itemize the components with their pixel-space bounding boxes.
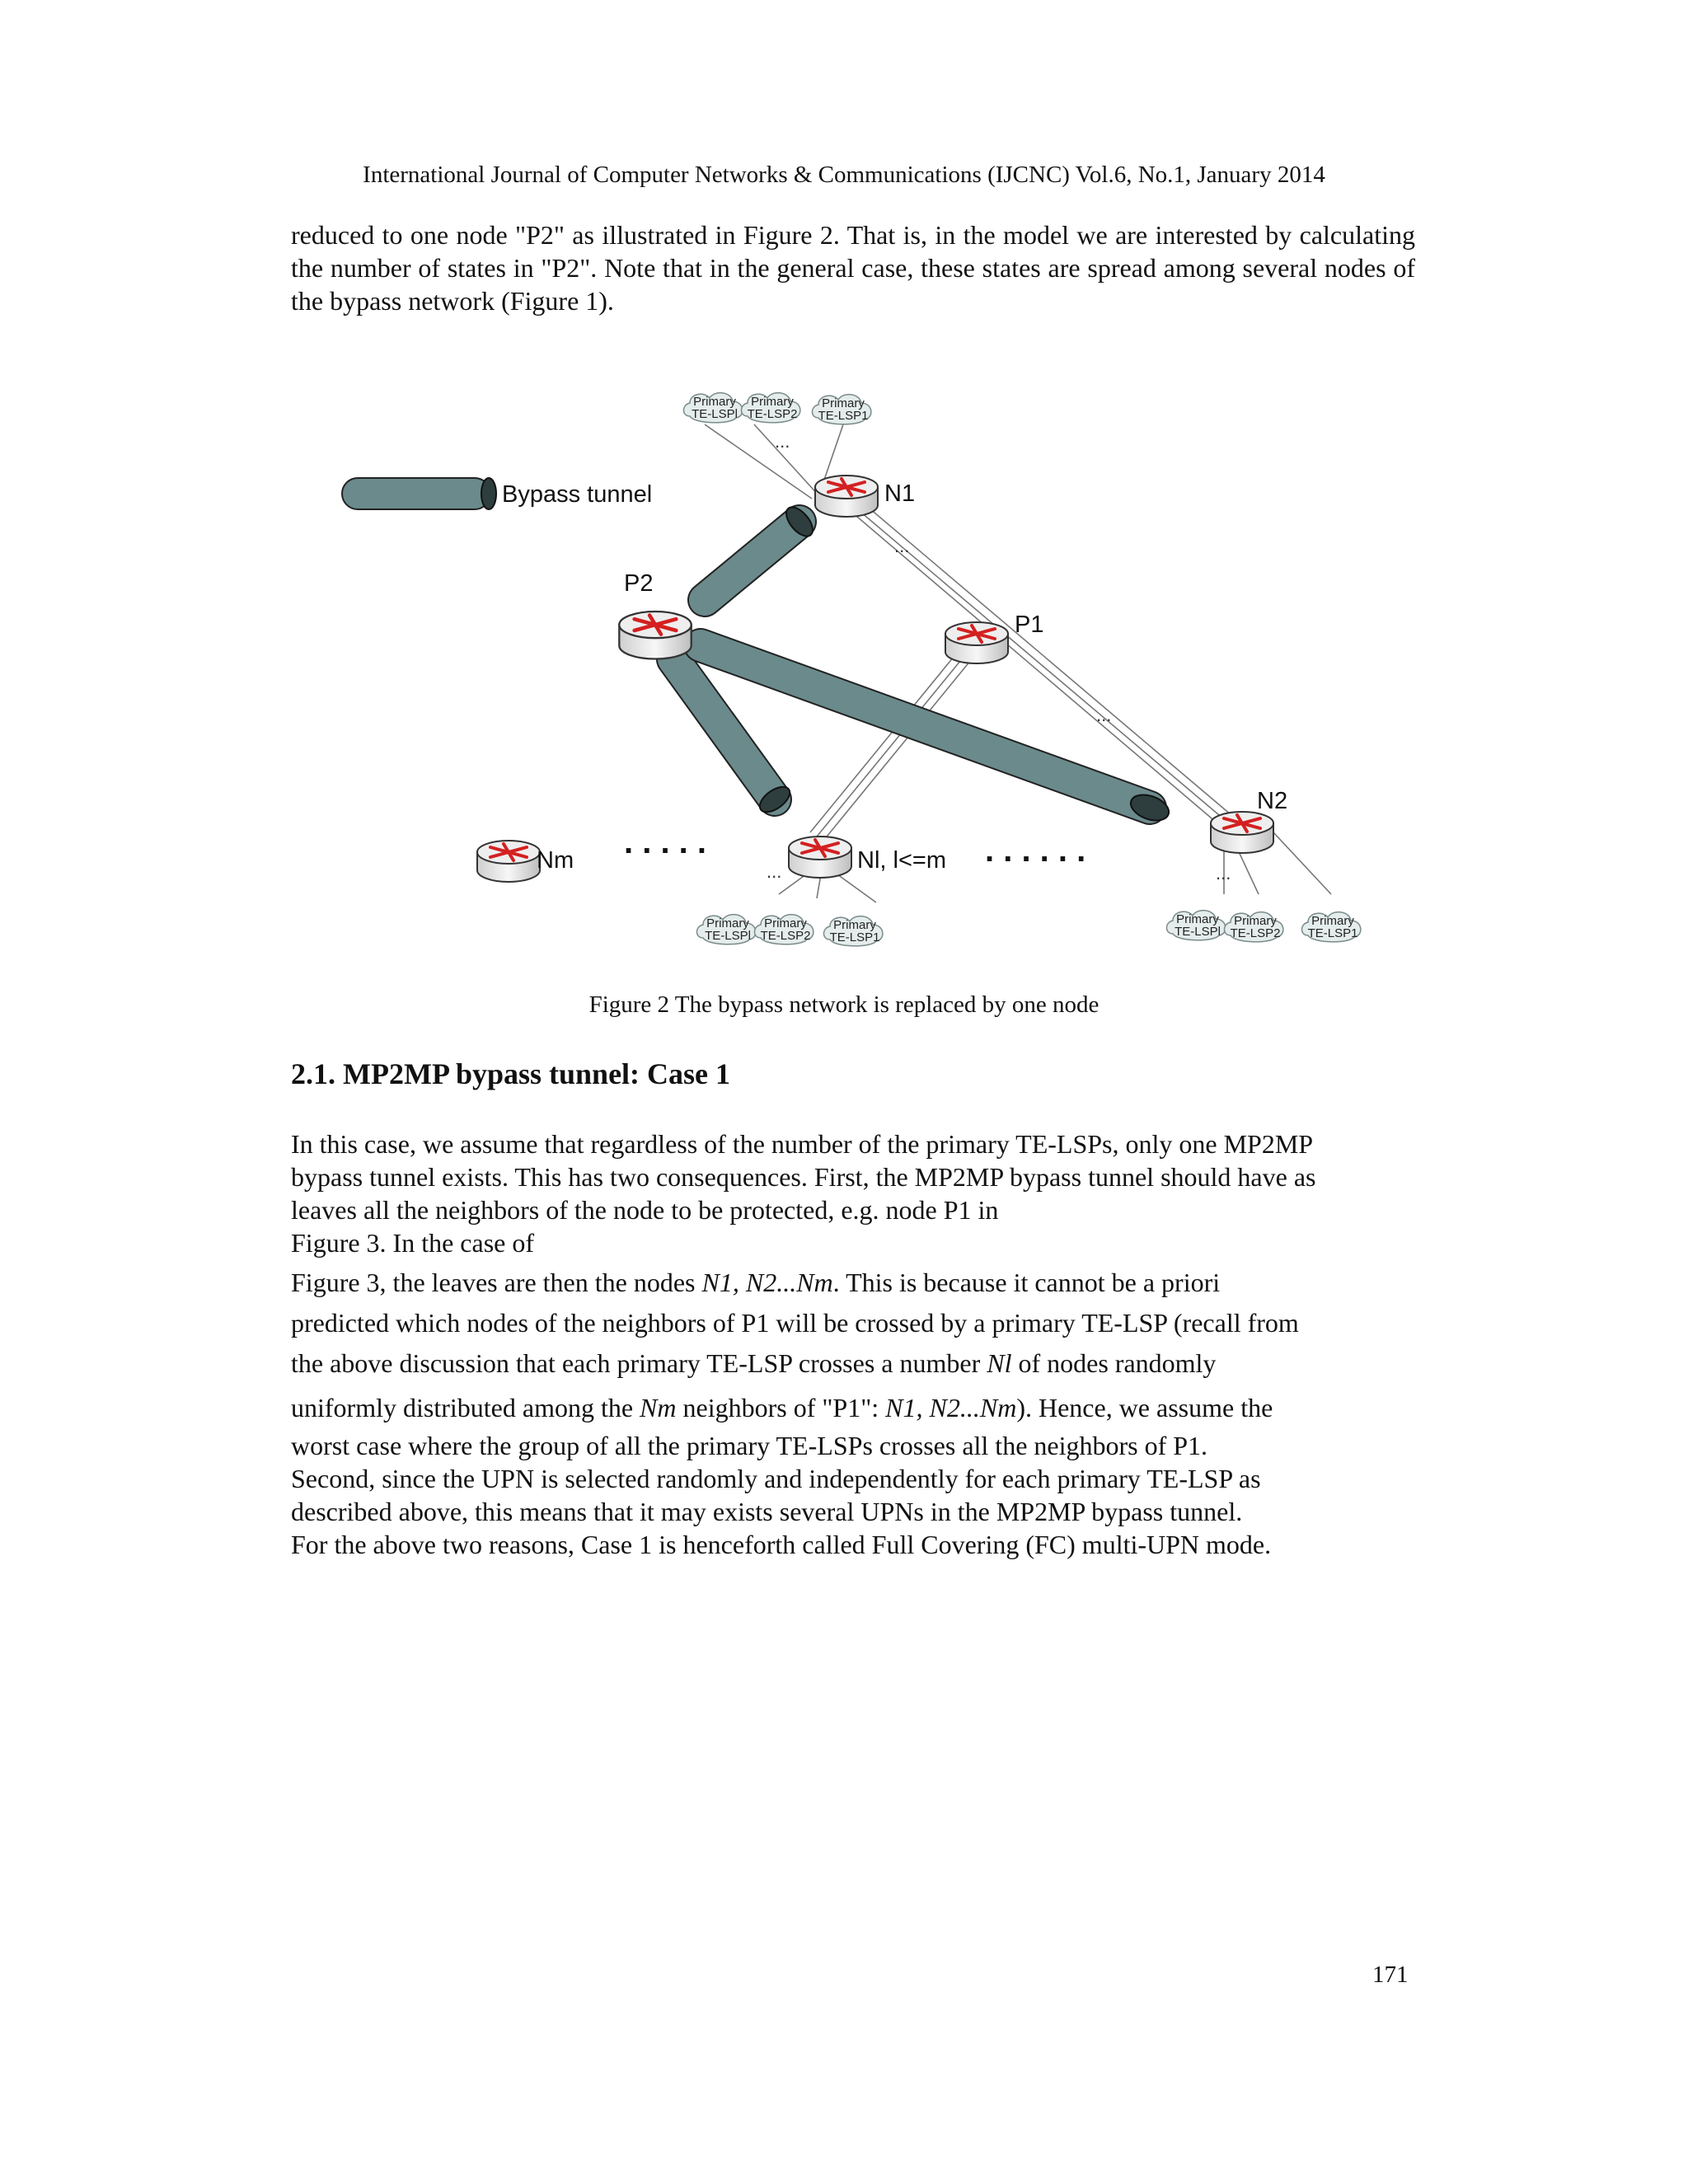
cloud-label: Primary TE-LSPl — [692, 395, 738, 421]
legend-label: Bypass tunnel — [502, 481, 653, 508]
text-line: leaves all the neighbors of the node to be protected, e.g. node P1 in — [291, 1195, 999, 1225]
cloud-label: Primary TE-LSP2 — [747, 395, 798, 421]
cloud-bottom-mid-2 — [755, 915, 814, 944]
math-expression: N1, N2...Nm — [885, 1393, 1017, 1422]
cloud-bottom-right-2 — [1225, 912, 1283, 942]
text-fragment: neighbors of "P1": — [682, 1393, 879, 1422]
cloud-label: Primary TE-LSP2 — [1230, 914, 1281, 940]
ellipsis-top: ... — [775, 431, 790, 452]
tunnel-p2-n1 — [705, 503, 818, 600]
ellipsis-n1-p1: ... — [894, 536, 910, 556]
math-expression: N1, N2...Nm — [701, 1268, 833, 1297]
text-line: described above, this means that it may exists several UPNs in the MP2MP bypass tunnel. — [291, 1497, 1243, 1526]
cloud-top-2 — [742, 393, 800, 423]
text-line — [291, 1266, 1415, 1299]
text-line: For the above two reasons, Case 1 is henceforth called Full Covering (FC) multi-UPN mode. — [291, 1530, 1272, 1559]
figure-caption: Figure 2 The bypass network is replaced by one node — [588, 991, 1100, 1018]
journal-header: International Journal of Computer Networks & Communications (IJCNC) Vol.6, No.1, January 2014 — [363, 162, 1325, 188]
cloud-bottom-mid-1 — [824, 916, 883, 946]
cloud-top-1 — [813, 395, 871, 424]
router-n2 — [1211, 788, 1287, 853]
ellipsis-nl: ... — [767, 861, 782, 882]
cloud-label: Primary TE-LSP1 — [818, 396, 869, 423]
text-line: Second, since the UPN is selected randomly and independently for each primary TE-LSP as — [291, 1464, 1261, 1493]
text-fragment: of nodes randomly — [1018, 1348, 1217, 1378]
cloud-label: Primary TE-LSP1 — [1307, 914, 1358, 940]
label-p1: P1 — [1015, 612, 1044, 638]
bypass-network-figure — [326, 375, 1405, 977]
network-diagram — [326, 375, 1405, 977]
bypass-tunnels — [673, 503, 1172, 826]
ellipsis-large-left: . . . . . — [624, 824, 707, 860]
label-n2: N2 — [1257, 788, 1288, 814]
ellipsis-n2: ... — [1216, 863, 1231, 883]
section-title: 2.1. MP2MP bypass tunnel: Case 1 — [291, 1057, 731, 1090]
math-expression: Nm — [640, 1393, 677, 1422]
cloud-label: Primary TE-LSP1 — [829, 918, 880, 944]
cloud-label: Primary TE-LSP2 — [760, 916, 811, 943]
label-p2: P2 — [624, 570, 654, 597]
label-n1: N1 — [884, 480, 916, 507]
text-line — [291, 1391, 1415, 1424]
text-line — [291, 1347, 1415, 1380]
router-n1 — [815, 476, 915, 517]
math-expression: Nl — [987, 1348, 1012, 1378]
ellipsis-large-right: . . . . . . — [985, 832, 1086, 869]
text-line: Figure 3. In the case of — [291, 1228, 535, 1258]
text-line: In this case, we assume that regardless of the number of the primary TE-LSPs, only one MP2MP — [291, 1129, 1314, 1159]
router-nl — [789, 837, 946, 878]
text-fragment: ). Hence, we assume the — [1016, 1393, 1273, 1422]
text-fragment: the above discussion that each primary TE-LSP crosses a number — [291, 1348, 981, 1378]
page-number: 171 — [1372, 1961, 1409, 1988]
legend-bypass-tunnel — [342, 478, 652, 509]
cloud-bottom-right-1 — [1302, 912, 1361, 942]
cloud-bottom-mid-l — [697, 915, 756, 944]
text-fragment: Figure 3, the leaves are then the nodes — [291, 1268, 696, 1297]
text-line: worst case where the group of all the primary TE-LSPs crosses all the neighbors of P1. — [291, 1431, 1208, 1460]
text-line: bypass tunnel exists. This has two consequences. First, the MP2MP bypass tunnel should have as — [291, 1162, 1316, 1192]
text-line: predicted which nodes of the neighbors of P1 will be crossed by a primary TE-LSP (recall from — [291, 1308, 1299, 1338]
router-p2 — [619, 570, 691, 659]
ellipsis-p1-n2: ... — [1096, 705, 1112, 725]
intro-paragraph: reduced to one node "P2" as illustrated in Figure 2. That is, in the model we are interested by calculating the number of states in "P2". Note that in the general case, these states are spread among several nodes of the bypass network (Figure 1). — [291, 220, 1415, 316]
cloud-top-l — [684, 393, 743, 423]
label-nm: Nm — [537, 847, 574, 874]
cloud-label: Primary TE-LSPl — [1175, 912, 1221, 939]
router-p1 — [945, 612, 1043, 663]
cloud-bottom-right-l — [1167, 911, 1226, 940]
text-fragment: uniformly distributed among the — [291, 1393, 634, 1422]
case-paragraph — [291, 1127, 1415, 1561]
router-nm — [477, 841, 574, 882]
text-fragment: . This is because it cannot be a priori — [832, 1268, 1221, 1297]
cloud-label: Primary TE-LSPl — [705, 916, 751, 943]
label-nl: Nl, l<=m — [857, 847, 946, 874]
